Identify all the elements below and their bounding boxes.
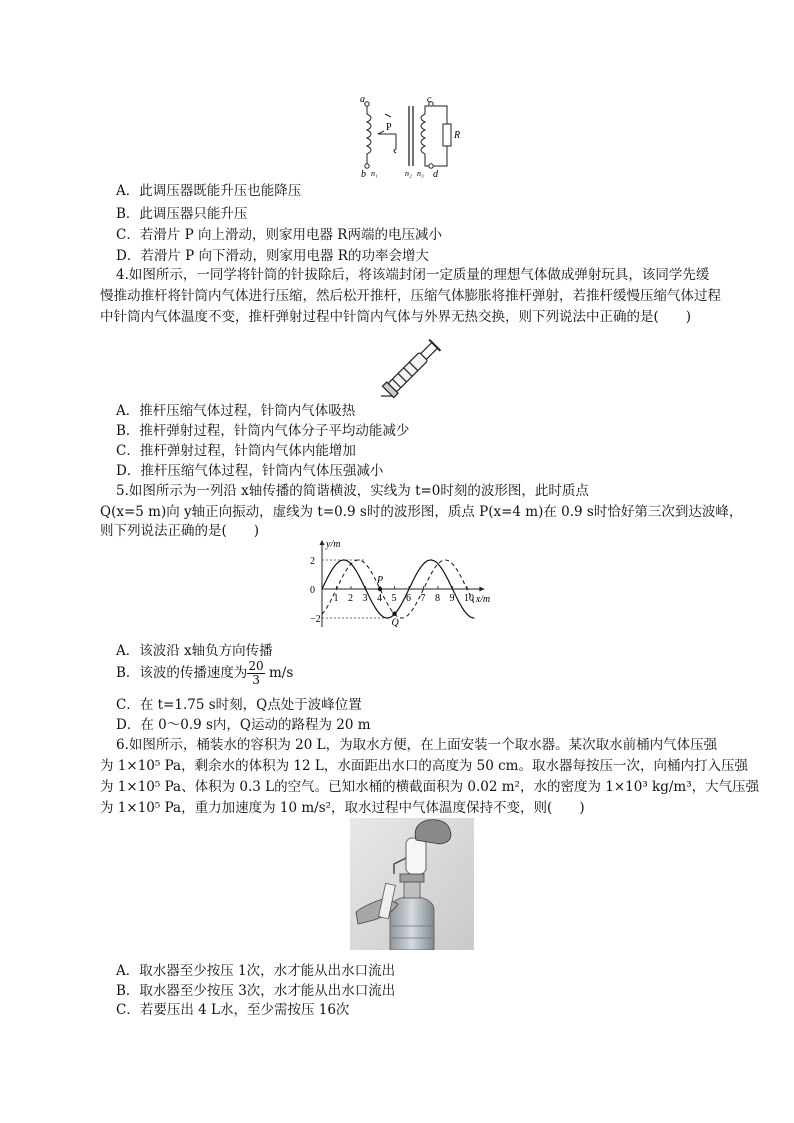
x-tick-label: 5: [391, 593, 397, 604]
q4-option-c: C．推杆弹射过程，针筒内气体内能增加: [116, 443, 356, 459]
q6-option-a: A．取水器至少按压 1次，水才能从出水口流出: [116, 963, 396, 979]
q3-option-b: B．此调压器只能升压: [116, 206, 248, 222]
terminal-b: [365, 164, 369, 168]
q5-stem-line1: 5.如图所示为一列沿 x轴传播的简谐横波，实线为 t=0时刻的波形图，此时质点: [116, 483, 589, 499]
q4-stem-line3: 中针筒内气体温度不变，推杆弹射过程中针筒内气体与外界无热交换，则下列说法中正确的是( ): [100, 309, 692, 325]
slider-p: [378, 131, 396, 153]
label-n1: n₁: [371, 169, 378, 178]
y-tick-label: 0: [310, 585, 315, 596]
secondary-coil: [421, 114, 425, 154]
q5-stem-line2: Q(x=5 m)向 y轴正向振动，虚线为 t=0.9 s时的波形图，质点 P(x=4 m)在 0.9 s时恰好第三次到达波峰，: [100, 504, 743, 520]
label-p: P: [386, 122, 392, 133]
y-tick-label: −2: [310, 614, 321, 625]
q6-stem-line2: 为 1×10⁵ Pa，剩余水的体积为 12 L，水面距出水口的高度为 50 cm。取水器每按压一次，向桶内打入压强: [100, 758, 748, 774]
q3-option-a: A．此调压器既能升压也能降压: [116, 183, 302, 199]
x-tick-label: 1: [333, 593, 339, 604]
q4-option-b: B．推杆弹射过程，针筒内气体分子平均动能减少: [116, 423, 410, 439]
point-q: [392, 611, 396, 615]
q4-stem-line1: 4.如图所示，一同学将针筒的针拔除后，将该端封闭一定质量的理想气体做成弹射玩具，该同学先缓: [116, 267, 710, 283]
primary-coil: [367, 106, 371, 164]
label-n2: n₂: [405, 169, 412, 178]
wave-graph: [300, 537, 530, 631]
water-dispenser-photo: [350, 818, 474, 950]
point-label-p: P: [377, 575, 384, 586]
q5-option-a: A．该波沿 x轴负方向传播: [116, 643, 273, 659]
terminal-a: [365, 102, 369, 106]
label-n3: n₃: [417, 169, 424, 178]
q3-option-d: D．若滑片 P 向下滑动，则家用电器 R的功率会增大: [116, 248, 429, 264]
x-tick-label: 7: [420, 593, 426, 604]
x-tick-label: 10: [464, 593, 474, 604]
syringe-figure: [375, 330, 455, 400]
q6-stem-line1: 6.如图所示，桶装水的容积为 20 L，为取水方便，在上面安装一个取水器。某次取水前桶内气体压强: [116, 737, 718, 753]
q6-stem-line4: 为 1×10⁵ Pa，重力加速度为 10 m/s²，取水过程中气体温度保持不变，则( ): [100, 800, 585, 816]
q6-option-c: C．若要压出 4 L水，至少需按压 16次: [116, 1002, 350, 1018]
resistor-r: [443, 124, 451, 146]
label-a: a: [360, 94, 365, 105]
x-tick-label: 8: [435, 593, 440, 604]
x-tick-label: 6: [406, 593, 411, 604]
y-tick-label: 2: [310, 556, 315, 567]
q5-option-b: [116, 660, 293, 687]
x-axis-arrow: [479, 587, 484, 592]
label-r: R: [454, 130, 461, 141]
label-b: b: [361, 169, 366, 180]
fraction-numerator: 20: [248, 659, 264, 673]
point-p: [378, 587, 382, 591]
x-tick-label: 4: [377, 593, 382, 604]
q4-option-d: D．推杆压缩气体过程，针筒内气体压强减小: [116, 463, 384, 479]
q6-stem-line3: 为 1×10⁵ Pa、体积为 0.3 L的空气。已知水桶的横截面积为 0.02 m²，水的密度为 1×10³ kg/m³，大气压强: [100, 779, 760, 795]
speed-fraction: [247, 660, 264, 687]
x-tick-label: 9: [449, 593, 455, 604]
y-axis-label: y/m: [326, 539, 341, 550]
transformer-figure: [355, 94, 475, 180]
q3-option-c: C．若滑片 P 向上滑动，则家用电器 R两端的电压减小: [116, 227, 442, 243]
q5-option-d: D．在 0～0.9 s内，Q运动的路程为 20 m: [116, 717, 371, 733]
q5-option-b-unit: m/s: [264, 665, 294, 681]
terminal-d: [429, 164, 433, 168]
label-d: d: [433, 169, 438, 180]
fraction-denominator: 3: [252, 673, 260, 687]
q4-option-a: A．推杆压缩气体过程，针筒内气体吸热: [116, 403, 356, 419]
q5-option-b-text: B．该波的传播速度为: [116, 665, 248, 681]
q6-option-b: B．取水器至少按压 3次，水才能从出水口流出: [116, 983, 396, 999]
q5-option-c: C．在 t=1.75 s时刻，Q点处于波峰位置: [116, 697, 362, 713]
x-tick-label: 2: [348, 593, 353, 604]
point-label-q: Q: [391, 617, 399, 629]
label-c: c: [427, 94, 432, 105]
q4-stem-line2: 慢推动推杆将针筒内气体进行压缩，然后松开推杆，压缩气体膨胀将推杆弹射，若推杆缓慢压缩气体过程: [100, 288, 721, 304]
y-axis-arrow: [320, 540, 325, 545]
x-axis-label: x/m: [475, 594, 491, 605]
q5-stem-line3: 则下列说法正确的是( ): [100, 523, 260, 539]
x-tick-label: 3: [362, 593, 368, 604]
